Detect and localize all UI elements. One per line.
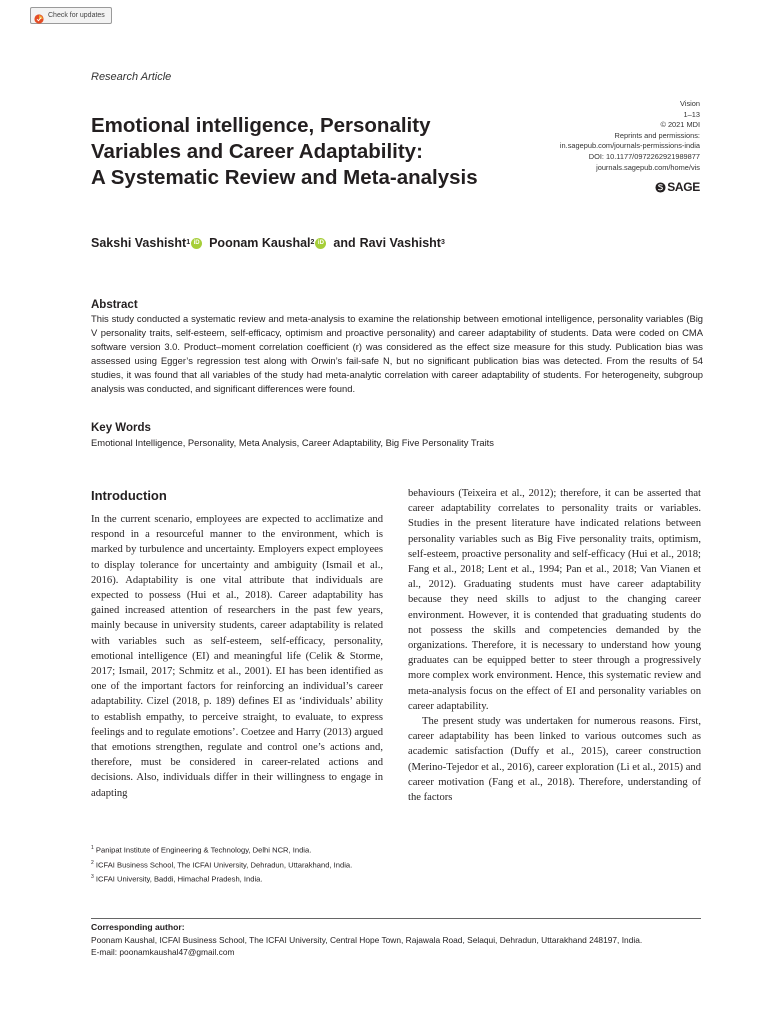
footnote: $^2$ ICFAI Business School, The ICFAI University, Dehradun, Uttarakhand, India.	[91, 859, 353, 870]
journal-copyright: © 2021 MDI	[660, 120, 700, 130]
abstract-heading: Abstract	[91, 299, 138, 311]
author-name: Sakshi Vashisht	[91, 236, 187, 250]
sage-emblem-icon	[655, 182, 666, 193]
corresponding-author-email[interactable]: E-mail: poonamkaushal47@gmail.com	[91, 947, 235, 957]
journal-info	[460, 99, 700, 173]
author-list	[91, 236, 445, 250]
orcid-icon[interactable]: iD	[191, 238, 202, 249]
author-conjunction: and	[333, 236, 356, 250]
crossmark-icon	[34, 11, 44, 21]
abstract-text: This study conducted a systematic review and meta-analysis to examine the relationship between emotional intelligence, personality variables (Big V personality traits, self-esteem, self-efficacy, optimism and proactive personality) and career adaptability of students. Data were coded on CMA software version 3.0. Product–moment correlation coefficient (r) was considered as the effect size measure for this study. Publication bias was assessed using Egger’s regression test along with Orwin’s fail-safe N, but no significant publication bias was detected. From the results of 54 studies, it was found that all variables of the study had meta-analytic correlation with career adaptability of students. For heterogeneity, subgroup analysis was conducted, and significant differences were found.	[91, 313, 703, 395]
body-paragraph: In the current scenario, employees are expected to acclimatize and respond in a resourceful manner to the environment, which is marked by turbulence and uncertainty. Employers expect employees to display tolerance for uncertainty and ambiguity (Ismail et al., 2016). Adaptability is one vital attribute that individuals are expected to possess (Hui et al., 2018). Career adaptability has gained increased attention of researchers in the past few years, mainly because in university students, career adaptability is related with variables such as self-esteem, self-efficacy, personality, emotional intelligence (EI) and meaningful life (Celik & Storme, 2017; Ismail, 2017; Schmitz et al., 2001). EI has been identified as one of the important factors for reinforcing an individual’s career adaptability. Cizel (2018, p. 189) defines EI as ‘individuals’ ability to establish empathy, to perceive straight, to evaluate, to express feelings and to regulate emotions’. Coetzee and Harry (2013) argued that emotions strengthen, regulate and control one’s actions and, therefore, must be considered in career-related actions and decisions. Also, individuals differ in their willingness to engage in adapting	[91, 514, 383, 799]
permissions-link[interactable]: in.sagepub.com/journals-permissions-india	[559, 141, 700, 151]
corresponding-author-address: Poonam Kaushal, ICFAI Business School, The ICFAI University, Central Hope Town, Rajawala Road, Selaqui, Dehradun, Uttarakhand 248197, India.	[91, 935, 643, 945]
author-name: Ravi Vashisht	[359, 236, 441, 250]
footnote: $^3$ ICFAI University, Baddi, Himachal Pradesh, India.	[91, 874, 263, 884]
doi-link[interactable]: DOI: 10.1177/0972262921989877	[588, 151, 700, 161]
affiliation-marker: 2	[310, 238, 315, 246]
body-column-right	[408, 486, 701, 805]
orcid-icon[interactable]: iD	[315, 238, 326, 249]
keywords-heading: Key Words	[91, 422, 151, 434]
reprints-label: Reprints and permissions:	[614, 130, 700, 140]
sage-logo	[655, 180, 700, 194]
body-paragraph: The present study was undertaken for numerous reasons. First, career adaptability has been linked to various outcomes such as academic satisfaction (Duffy et al., 2015), career construction (Merino-Tejedor et al., 2016), career exploration (Li et al., 2015) and career motivation (Fang et al., 2018). Therefore, understanding of the factors	[408, 716, 701, 804]
affiliation-marker: 3	[440, 238, 445, 246]
keywords-text: Emotional Intelligence, Personality, Meta Analysis, Career Adaptability, Big Five Personality Traits	[91, 437, 494, 448]
footnote: $^1$ Panipat Institute of Engineering & Technology, Delhi NCR, India.	[91, 845, 312, 855]
affiliation-marker: 1	[186, 238, 191, 246]
introduction-heading: Introduction	[91, 488, 167, 503]
title-line-1: Emotional intelligence, Personality	[91, 114, 431, 137]
affiliation-footnotes	[91, 842, 352, 886]
divider	[91, 918, 701, 919]
journal-home-link[interactable]: journals.sagepub.com/home/vis	[596, 162, 700, 172]
body-paragraph: behaviours (Teixeira et al., 2012); therefore, it can be asserted that career adaptability correlates to personality traits or variables. Studies in the present literature have indicated relations between personality variables such as Big Five personality traits, optimism, self-esteem, proactive personality and self-efficacy (Hui et al., 2018; Fang et al., 2018; Lent et al., 1994; Pan et al., 2018; Van Vianen et al., 2012). Graduating students must have career adaptability because they need skills to adjust to the changing career environment. However, it is contended that graduating students do not possess the skills and competencies demanded by the organizations. Therefore, it is necessary to understand how young graduates can be equipped better to steer through a progressively more complex work environment. Hence, this systematic review and meta-analysis focus on the effect of EI and personality variables on career adaptability.	[408, 488, 701, 712]
journal-pages: 1–13	[683, 109, 700, 119]
article-title	[91, 113, 511, 191]
body-column-left	[91, 512, 383, 801]
title-line-3: A Systematic Review and Meta-analysis	[91, 166, 478, 189]
publisher-name: SAGE	[667, 180, 700, 194]
article-type: Research Article	[91, 71, 172, 83]
title-line-2: Variables and Career Adaptability:	[91, 140, 423, 163]
check-for-updates-label: Check for updates	[48, 12, 105, 19]
author-name: Poonam Kaushal	[209, 236, 311, 250]
corresponding-author-heading: Corresponding author:	[91, 922, 185, 932]
check-for-updates-button[interactable]	[30, 7, 112, 24]
journal-name: Vision	[680, 99, 700, 108]
